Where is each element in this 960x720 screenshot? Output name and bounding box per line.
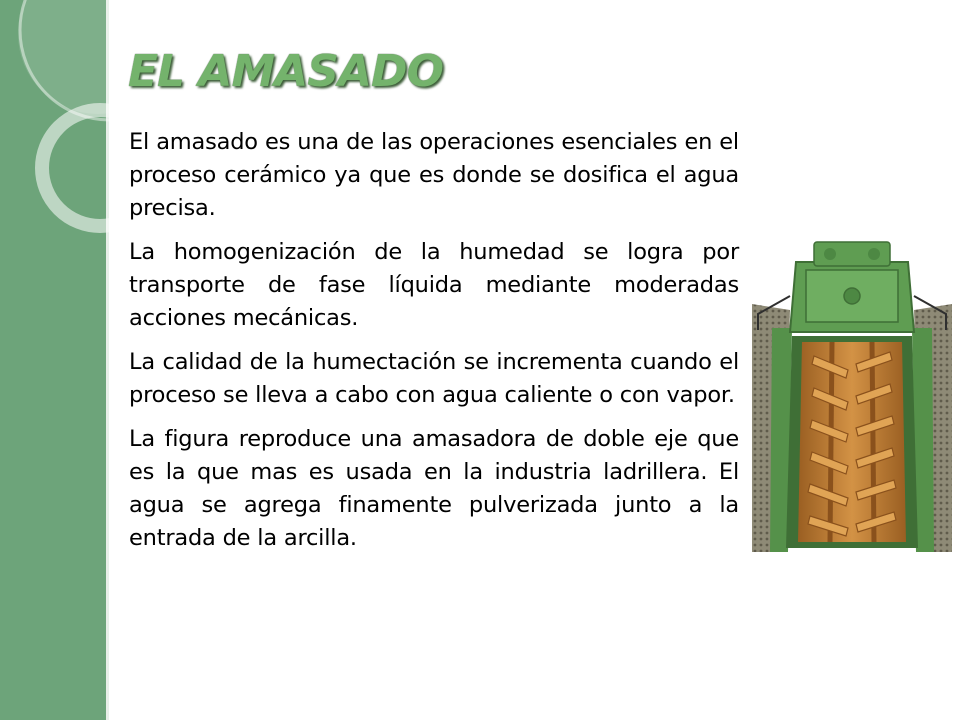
slide-body (129, 126, 739, 566)
paragraph-3: La calidad de la humectación se incrementa cuando el proceso se lleva a cabo con agua caliente o con vapor. (129, 349, 739, 408)
paragraph-4: La figura reproduce una amasadora de doble eje que es la que mas es usada en la industria ladrillera. El agua se agrega finamente pulverizada junto a la entrada de la arcilla. (129, 426, 739, 551)
mixer-machine-image (752, 236, 952, 552)
paragraph-2: La homogenización de la humedad se logra por transporte de fase líquida mediante moderadas acciones mecánicas. (129, 239, 739, 331)
paragraph-1: El amasado es una de las operaciones esenciales en el proceso cerámico ya que es donde se dosifica el agua precisa. (129, 129, 739, 221)
slide-title: EL AMASADO (128, 46, 443, 97)
trough-interior (798, 342, 906, 542)
